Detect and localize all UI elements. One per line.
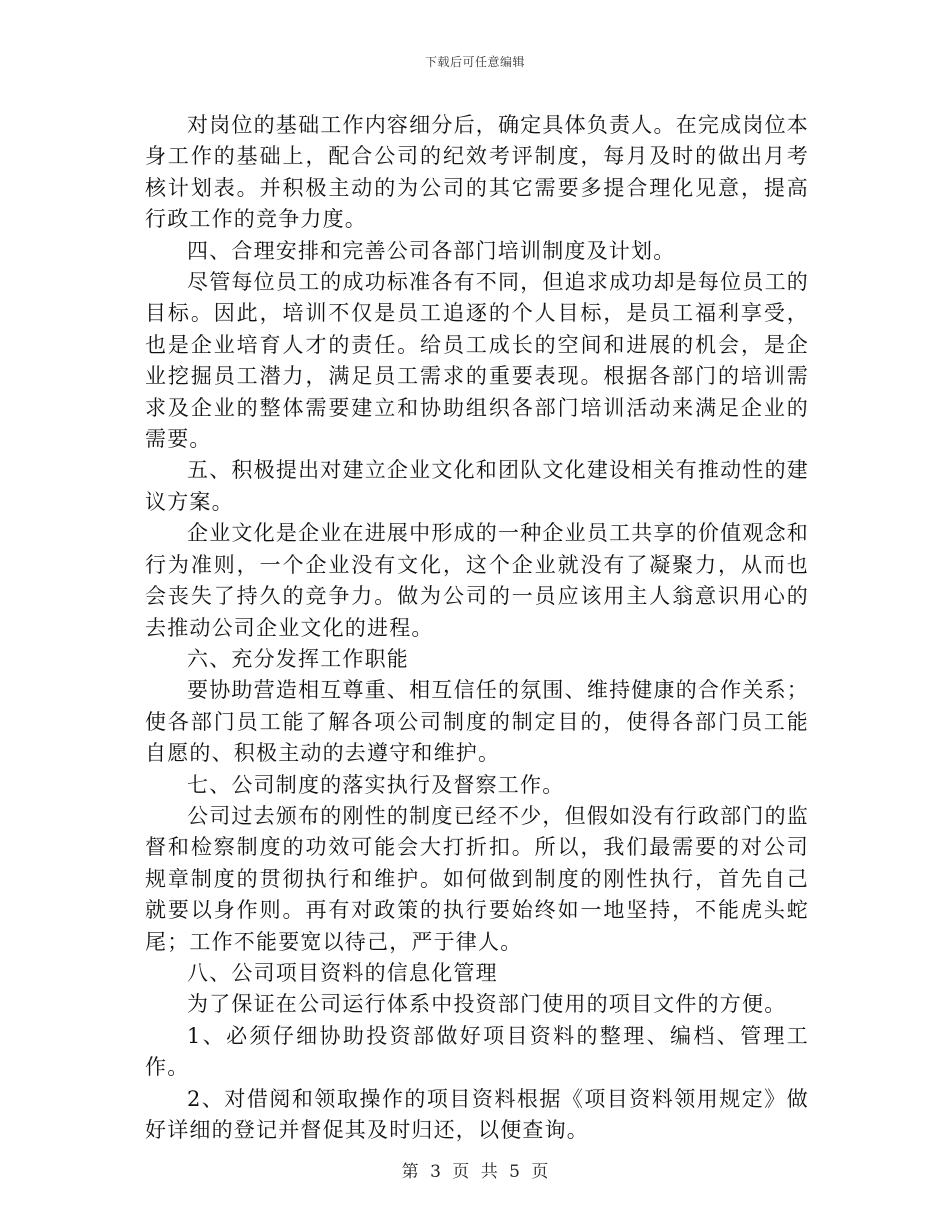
paragraph-project-data-intro: 为了保证在公司运行体系中投资部门使用的项目文件的方便。 (187, 992, 787, 1017)
page-header: 下载后可任意编辑 (424, 55, 525, 69)
section-heading-regulation-enforcement: 七、公司制度的落实执行及督察工作。 (187, 772, 565, 797)
section-heading-project-data: 八、公司项目资料的信息化管理 (187, 960, 498, 985)
section-heading-corporate-culture: 五、积极提出对建立企业文化和团队文化建设相关有推动性的建议方案。 (145, 458, 809, 514)
paragraph-training: 尽管每位员工的成功标准各有不同，但追求成功却是每位员工的目标。因此，培训不仅是员工追逐的个人目标，是员工福利享受，也是企业培育人才的责任。给员工成长的空间和进展的机会，是企业挖掘员工潜力，满足员工需求的重要表现。根据各部门的培训需求及企业的整体需要建立和协助组织各部门培训活动来满足企业的需要。 (145, 270, 809, 452)
list-item-project-data-1: 1、必须仔细协助投资部做好项目资料的整理、编档、管理工作。 (145, 1023, 809, 1080)
page-number-footer: 第 3 页 共 5 页 (401, 1162, 549, 1182)
paragraph-work-functions: 要协助营造相互尊重、相互信任的氛围、维持健康的合作关系；使各部门员工能了解各项公司制度的制定目的，使得各部门员工能自愿的、积极主动的去遵守和维护。 (145, 678, 809, 766)
document-body (145, 110, 809, 1146)
paragraph-corporate-culture: 企业文化是企业在进展中形成的一种企业员工共享的价值观念和行为准则，一个企业没有文化，这个企业就没有了凝聚力，从而也会丧失了持久的竞争力。做为公司的一员应该用主人翁意识用心的去推动公司企业文化的进程。 (145, 521, 809, 640)
list-item-project-data-2: 2、对借阅和领取操作的项目资料根据《项目资料领用规定》做好详细的登记并督促其及时归还，以便查询。 (145, 1086, 809, 1142)
paragraph-regulation-enforcement: 公司过去颁布的刚性的制度已经不少，但假如没有行政部门的监督和检察制度的功效可能会大打折扣。所以，我们最需要的对公司规章制度的贯彻执行和维护。如何做到制度的刚性执行，首先自己就要以身作则。再有对政策的执行要始终如一地坚持，不能虎头蛇尾；工作不能要宽以待己，严于律人。 (145, 803, 809, 954)
paragraph-job-breakdown: 对岗位的基础工作内容细分后，确定具体负责人。在完成岗位本身工作的基础上，配合公司的纪效考评制度，每月及时的做出月考核计划表。并积极主动的为公司的其它需要多提合理化见意，提高行政工作的竞争力度。 (145, 113, 809, 232)
section-heading-training: 四、合理安排和完善公司各部门培训制度及计划。 (187, 238, 676, 263)
section-heading-work-functions: 六、充分发挥工作职能 (187, 646, 409, 671)
